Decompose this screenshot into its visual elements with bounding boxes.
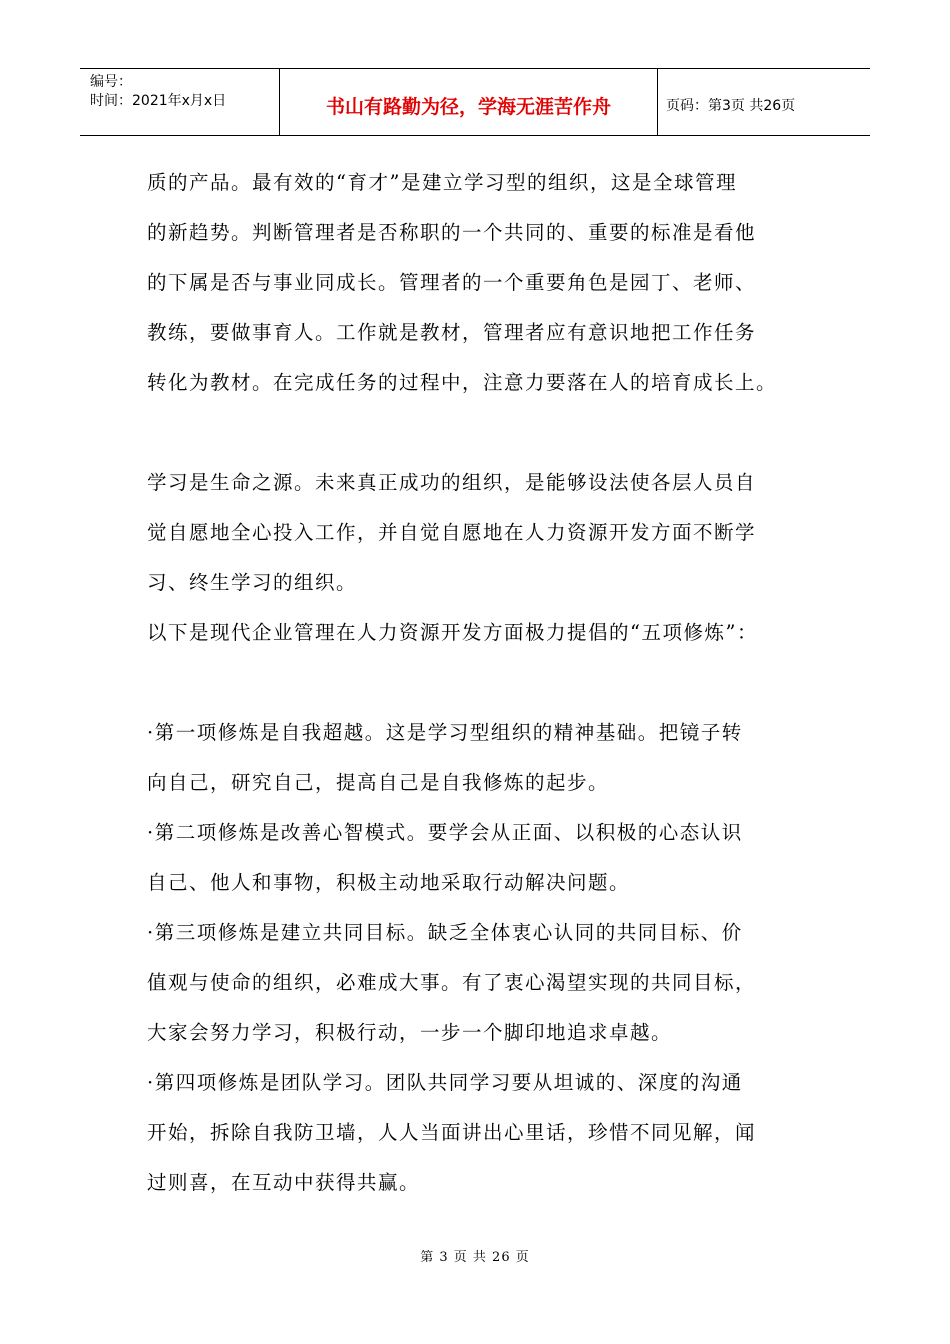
page-footer: 第 3 页 共 26 页 bbox=[420, 1250, 530, 1265]
header-page-info: 页码：第3页 共26页 bbox=[666, 98, 796, 114]
text-line: 的下属是否与事业同成长。管理者的一个重要角色是园丁、老师、 bbox=[147, 271, 757, 294]
text-line: 学习是生命之源。未来真正成功的组织，是能够设法使各层人员自 bbox=[147, 471, 757, 494]
list-item-line: 开始，拆除自我防卫墙，人人当面讲出心里话，珍惜不同见解，闻 bbox=[147, 1121, 757, 1144]
document-number-label: 编号： bbox=[90, 74, 132, 90]
paragraph-1 bbox=[147, 166, 827, 416]
list-item-line: 过则喜，在互动中获得共赢。 bbox=[147, 1171, 421, 1194]
text-line: 习、终生学习的组织。 bbox=[147, 571, 358, 594]
text-line: 教练，要做事育人。工作就是教材，管理者应有意识地把工作任务 bbox=[147, 321, 757, 344]
list-item-line: ·第四项修炼是团队学习。团队共同学习要从坦诚的、深度的沟通 bbox=[147, 1071, 743, 1094]
list-item-line: 值观与使命的组织，必难成大事。有了衷心渴望实现的共同目标， bbox=[147, 971, 757, 994]
paragraph-gap bbox=[147, 416, 827, 466]
text-line: 转化为教材。在完成任务的过程中，注意力要落在人的培育成长上。 bbox=[147, 371, 778, 394]
list-item-line: 大家会努力学习，积极行动，一步一个脚印地追求卓越。 bbox=[147, 1021, 673, 1044]
header-meta bbox=[80, 69, 280, 135]
document-body bbox=[147, 166, 827, 1216]
page-header bbox=[80, 68, 870, 136]
five-disciplines-list bbox=[147, 716, 827, 1216]
document-date: 时间：2021年x月x日 bbox=[90, 93, 227, 109]
header-motto: 书山有路勤为径，学海无涯苦作舟 bbox=[280, 69, 658, 135]
paragraph-3 bbox=[147, 616, 827, 666]
list-item-line: ·第一项修炼是自我超越。这是学习型组织的精神基础。把镜子转 bbox=[147, 721, 743, 744]
list-item-line: ·第三项修炼是建立共同目标。缺乏全体衷心认同的共同目标、价 bbox=[147, 921, 743, 944]
list-item-line: 自己、他人和事物，积极主动地采取行动解决问题。 bbox=[147, 871, 631, 894]
text-line: 觉自愿地全心投入工作，并自觉自愿地在人力资源开发方面不断学 bbox=[147, 521, 757, 544]
text-line: 质的产品。最有效的“育才”是建立学习型的组织，这是全球管理 bbox=[147, 171, 737, 194]
paragraph-2 bbox=[147, 466, 827, 616]
text-line: 的新趋势。判断管理者是否称职的一个共同的、重要的标准是看他 bbox=[147, 221, 757, 244]
list-item-line: 向自己，研究自己，提高自己是自我修炼的起步。 bbox=[147, 771, 610, 794]
text-line: 以下是现代企业管理在人力资源开发方面极力提倡的“五项修炼”： bbox=[147, 621, 758, 644]
paragraph-gap bbox=[147, 666, 827, 716]
list-item-line: ·第二项修炼是改善心智模式。要学会从正面、以积极的心态认识 bbox=[147, 821, 743, 844]
